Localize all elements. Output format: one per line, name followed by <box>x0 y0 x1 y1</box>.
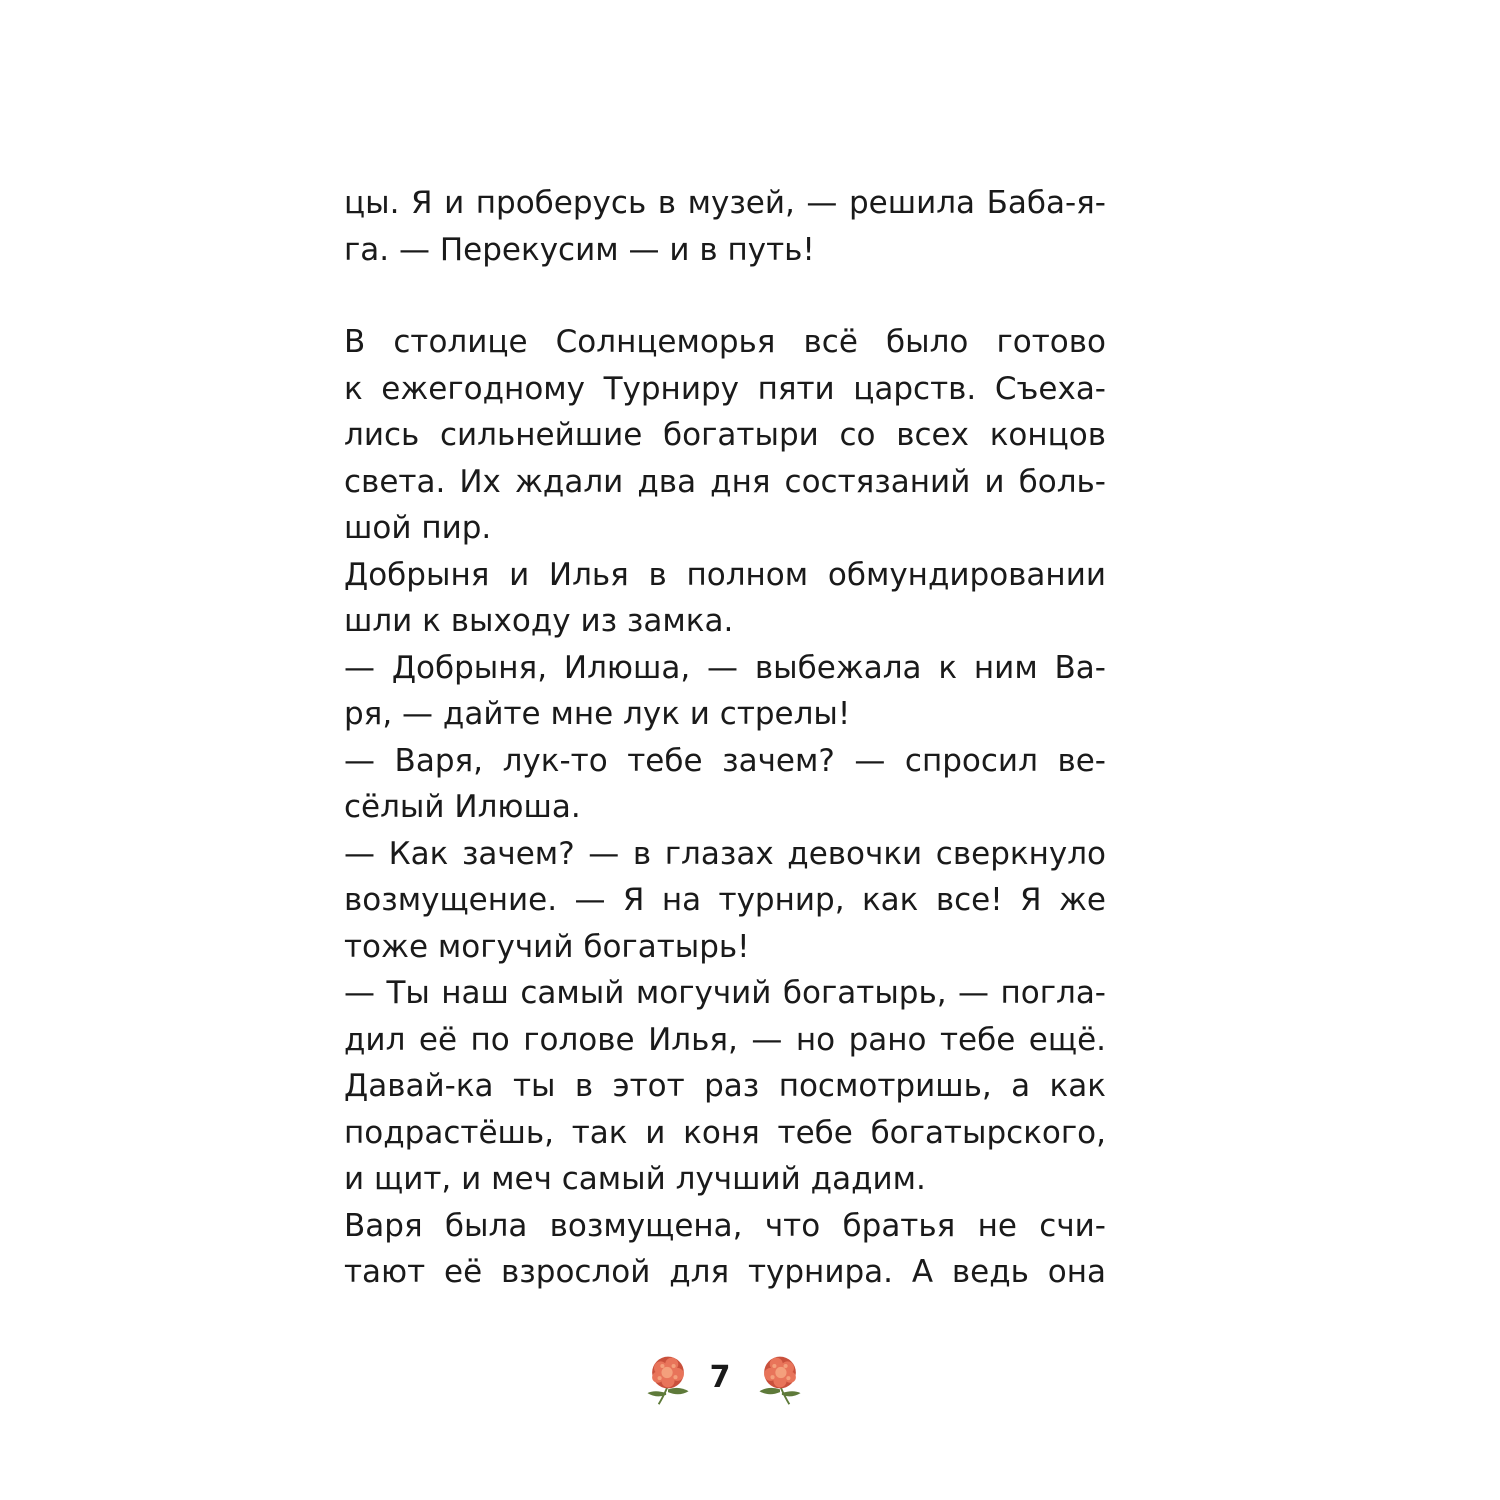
text-line: сёлый Илюша. <box>344 789 581 825</box>
text-line: к ежегодному Турниру пяти царств. Съеха- <box>344 370 1106 407</box>
text-line: га. — Перекусим — и в путь! <box>344 231 815 268</box>
text-line: шли к выходу из замка. <box>344 603 734 639</box>
text-line: и щит, и меч самый лучший дадим. <box>344 1161 926 1197</box>
text-line: — Как зачем? — в глазах девочки сверкнуло <box>344 835 1106 872</box>
rose-flower-icon <box>752 1352 808 1408</box>
text-line: Варя была возмущена, что братья не счи- <box>344 1207 1106 1244</box>
page-number: 7 <box>709 1360 731 1395</box>
text-line: — Варя, лук-то тебе зачем? — спросил ве- <box>344 742 1106 779</box>
text-line: возмущение. — Я на турнир, как все! Я же <box>344 882 1106 918</box>
paragraph-2 <box>344 319 1106 1296</box>
text-line: цы. Я и проберусь в музей, — решила Баба-я- <box>344 185 1106 221</box>
text-line: тоже могучий богатырь! <box>344 928 750 965</box>
text-line: — Добрыня, Илюша, — выбежала к ним Ва- <box>344 649 1106 686</box>
text-line: шой пир. <box>344 510 492 546</box>
text-line: Давай-ка ты в этот раз посмотришь, а как <box>344 1068 1106 1104</box>
text-line: света. Их ждали два дня состязаний и боль- <box>344 463 1106 500</box>
text-line: — Ты наш самый могучий богатырь, — погла- <box>344 975 1106 1011</box>
rose-flower-icon <box>640 1352 696 1408</box>
text-line: подрастёшь, так и коня тебе богатырского, <box>344 1114 1106 1151</box>
text-line: лись сильнейшие богатыри со всех концов <box>344 417 1106 453</box>
page-footer <box>0 1346 1500 1416</box>
text-line: ря, — дайте мне лук и стрелы! <box>344 696 851 732</box>
text-line: дил её по голове Илья, — но рано тебе ещё. <box>344 1021 1106 1058</box>
text-line: тают её взрослой для турнира. А ведь она <box>344 1254 1106 1290</box>
text-line: Добрыня и Илья в полном обмундировании <box>344 556 1106 593</box>
paragraph-1 <box>344 180 1106 273</box>
text-line: В столице Солнцеморья всё было готово <box>344 324 1106 360</box>
